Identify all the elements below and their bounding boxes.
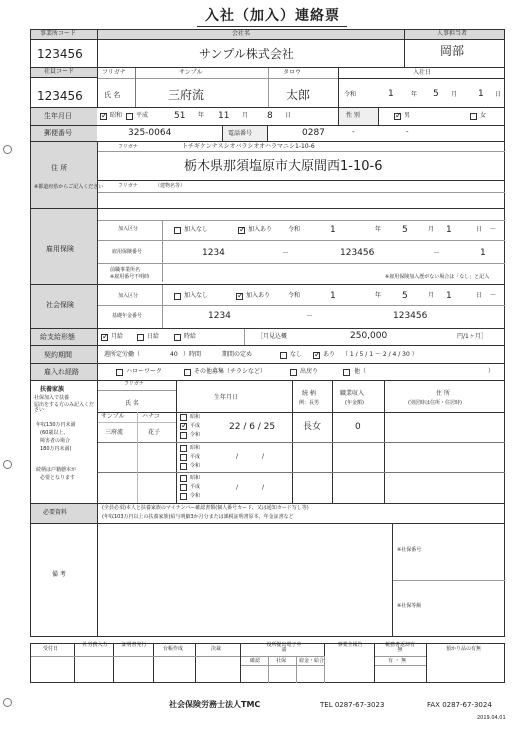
dep2-showa-checkbox[interactable] <box>180 445 187 452</box>
dep-birth-label: 生年月日 <box>214 394 239 401</box>
pension-num2[interactable]: 123456 <box>393 311 428 321</box>
slash: / <box>262 453 265 460</box>
dependents-note: 180万円未満) <box>40 446 72 452</box>
building-label: （建物名等） <box>155 183 186 189</box>
furigana-last[interactable]: サンプル <box>179 69 203 76</box>
manager-label: 人事担当者 <box>437 30 468 37</box>
ei-number-label: 雇用保険番号 <box>112 249 143 255</box>
salary-type-label: 給支給形態 <box>40 333 75 341</box>
dependents-note: 続柄は戸籍謄本が <box>36 467 77 473</box>
era-heisei: 平成 <box>190 484 201 490</box>
day-unit: 日 <box>495 91 502 98</box>
binder-hole <box>3 460 12 469</box>
dep3-showa-checkbox[interactable] <box>180 475 187 482</box>
binder-hole <box>3 698 12 707</box>
birth-month[interactable]: 11 <box>218 111 230 121</box>
dep-address-sub: (別居時は住所・住居時) <box>408 400 462 406</box>
custody-label: 預かり品の有無 <box>446 646 482 652</box>
era-heisei: 平成 <box>190 454 201 460</box>
company-footer: 社会保険労務士法人TMC <box>169 700 261 709</box>
prev-office-note: ※雇用番号不明時 <box>110 274 150 280</box>
company-name[interactable]: サンプル株式会社 <box>199 47 294 61</box>
returnee: 出戻り <box>300 368 319 375</box>
hours-prefix: 週所定労働（ <box>104 351 141 358</box>
remarks-label: 備 考 <box>52 571 66 578</box>
tilde: ～ <box>490 292 497 299</box>
social-grade-label: ※社保等級 <box>397 603 422 609</box>
postal-label: 郵便番号 <box>44 129 72 137</box>
monthly-label: 月給 <box>111 333 124 340</box>
tilde: ～ <box>490 226 497 233</box>
binder-hole <box>3 145 12 154</box>
dep-income-sub: (年金額) <box>345 400 364 406</box>
year-unit: 年 <box>411 91 418 98</box>
month-unit: 月 <box>428 226 435 233</box>
other-recruit: その他募集（チラシなど） <box>194 368 267 375</box>
si-year[interactable]: 1 <box>330 291 336 301</box>
dep1-birth[interactable]: 22 / 6 / 25 <box>229 422 276 432</box>
dep1-heisei-checkbox[interactable] <box>180 423 187 430</box>
dependents-note: 社保加入で扶養 <box>34 395 70 401</box>
male-checkbox[interactable] <box>394 113 401 120</box>
era-reiwa: 令和 <box>190 463 201 469</box>
era-heisei: 平成 <box>136 112 149 119</box>
si-month[interactable]: 5 <box>402 291 408 301</box>
join-date-label: 入社日 <box>413 69 432 76</box>
gender-label: 性 別 <box>346 112 360 119</box>
required-line1: (全員必須)本人と扶養家族のマイナンバー確認書類(個人番号カード、又は通知カード写し等) <box>102 505 309 511</box>
other-recruit-checkbox[interactable] <box>184 369 191 376</box>
dep1-furigana-first[interactable]: ハナコ <box>142 413 160 420</box>
dep3-reiwa-checkbox[interactable] <box>180 493 187 500</box>
hellowork-checkbox[interactable] <box>116 369 123 376</box>
address-furigana[interactable]: トチギケンナスシオバラシオオハラマニシ1-10-6 <box>182 143 315 150</box>
dep1-first-name[interactable]: 花子 <box>148 429 161 436</box>
dep-address-label: 住 所 <box>436 390 450 397</box>
employment-label: 雇金・給合 <box>299 658 325 664</box>
office-submit-label: 役所提出電子申請 <box>266 642 302 653</box>
join-year[interactable]: 1 <box>388 89 394 99</box>
received-label: 受付日 <box>43 646 59 652</box>
period-yes: あり <box>323 351 336 358</box>
fax-footer: FAX 0287-67-3024 <box>427 701 492 709</box>
phone-area[interactable]: 0287 <box>302 128 325 138</box>
estimate-label: ［月見込概 <box>257 333 288 340</box>
day-unit: 日 <box>476 226 483 233</box>
pension-num1[interactable]: 1234 <box>208 311 231 321</box>
other-route-checkbox[interactable] <box>343 369 350 376</box>
dep-relation-sub: 例：長男 <box>299 400 320 406</box>
dep1-reiwa-checkbox[interactable] <box>180 432 187 439</box>
year-unit: 年 <box>198 112 205 119</box>
ei-num2[interactable]: 123456 <box>340 248 375 258</box>
si-yes-checkbox[interactable] <box>236 293 243 300</box>
social-label: 社保 <box>276 658 287 664</box>
era-reiwa: 令和 <box>190 493 201 499</box>
dash: － <box>433 249 440 257</box>
era-showa: 昭和 <box>190 445 201 451</box>
dep2-reiwa-checkbox[interactable] <box>180 463 187 470</box>
dash: － <box>306 312 313 320</box>
ei-yes: 加入あり <box>248 226 273 233</box>
phone-sep: - <box>406 128 409 136</box>
address-furigana-label: フリガナ <box>118 144 138 150</box>
era-reiwa: 令和 <box>190 432 201 438</box>
salary-amount[interactable]: 250,000 <box>350 331 388 341</box>
manager-name[interactable]: 岡部 <box>440 44 465 58</box>
other-route: 他（ <box>354 368 367 375</box>
furigana-label: フリガナ <box>102 69 126 76</box>
weekly-hours[interactable]: 40 <box>170 351 178 358</box>
ei-yes-checkbox[interactable] <box>238 227 245 234</box>
required-line2: (年収103万円以上の扶養家族)給与明細3か月分または課税証明書原本、年金証書など <box>102 514 294 520</box>
employee-code[interactable]: 123456 <box>37 89 83 103</box>
dep1-showa-checkbox[interactable] <box>180 414 187 421</box>
contract-range[interactable]: （ 1 / 5 / 1 ～ 2 / 4 / 30 ） <box>342 351 418 358</box>
dep-relation-label: 続 柄 <box>302 390 316 397</box>
required-docs-label: 必要資料 <box>43 509 68 516</box>
last-name[interactable]: 三府流 <box>168 88 205 102</box>
ei-day[interactable]: 1 <box>446 225 452 235</box>
slash: / <box>236 453 239 460</box>
paren-close: ） <box>488 368 495 375</box>
ei-none-checkbox[interactable] <box>174 227 181 234</box>
ei-history-note: ※雇用保険加入歴がない場合は「なし」と記入 <box>385 274 490 280</box>
dependents-note: (60歳以上、 <box>40 430 69 436</box>
office-code-label: 事業所コード <box>40 30 77 37</box>
join-day[interactable]: 1 <box>478 89 484 99</box>
female-label: 女 <box>480 112 487 119</box>
version: 2019.04.01 <box>477 715 506 721</box>
hours-suffix: ）時間 <box>183 351 202 358</box>
ei-month[interactable]: 5 <box>402 225 408 235</box>
furigana-first[interactable]: タロウ <box>283 69 302 76</box>
dep-income-label: 職業収入 <box>340 390 365 397</box>
dep2-heisei-checkbox[interactable] <box>180 454 187 461</box>
tel-footer: TEL 0287-67-3023 <box>320 701 385 709</box>
dependents-label: 扶養家族 <box>40 386 65 393</box>
era-showa: 昭和 <box>190 414 201 420</box>
day-unit: 日 <box>476 292 483 299</box>
cert-issue-label: 証明書発行 <box>121 642 147 648</box>
period-label: 期間の定め <box>222 351 253 358</box>
phone-sep: - <box>352 128 355 136</box>
ei-num1[interactable]: 1234 <box>202 248 225 258</box>
era-heisei: 平成 <box>190 423 201 429</box>
hourly-label: 時給 <box>184 333 197 340</box>
hourly-checkbox[interactable] <box>174 334 181 341</box>
social-insurance-label: 社会保険 <box>46 301 74 309</box>
name-label: 氏 名 <box>104 91 121 99</box>
dep1-furigana-last[interactable]: サンプル <box>101 413 125 420</box>
day-unit: 日 <box>285 112 292 119</box>
docs-return-label: 税務書返却有無 <box>385 642 416 653</box>
si-none-checkbox[interactable] <box>174 293 181 300</box>
ei-enroll-label: 加入区分 <box>118 226 139 232</box>
birth-year[interactable]: 51 <box>174 111 186 121</box>
dependents-note: 障害者の場合 <box>40 438 71 444</box>
route-label: 雇入れ経路 <box>44 368 79 376</box>
phone-label: 電話番号 <box>228 130 253 137</box>
birth-label: 生年月日 <box>44 112 72 120</box>
period-none-checkbox[interactable] <box>280 352 287 359</box>
company-name-label: 会社名 <box>232 30 251 37</box>
era-showa: 昭和 <box>110 112 123 119</box>
contract-label: 契約期間 <box>44 351 72 359</box>
hellowork: ハローワーク <box>126 368 163 375</box>
ei-year[interactable]: 1 <box>330 225 336 235</box>
join-month[interactable]: 5 <box>433 89 439 99</box>
slash: / <box>262 484 265 491</box>
dash: － <box>282 249 289 257</box>
first-name[interactable]: 太郎 <box>286 88 311 102</box>
ei-none: 加入なし <box>184 226 209 233</box>
employment-insurance-label: 雇用保険 <box>46 245 74 253</box>
monthly-checkbox[interactable] <box>101 334 108 341</box>
period-yes-checkbox[interactable] <box>313 352 320 359</box>
office-code[interactable]: 123456 <box>37 47 83 61</box>
ledger-label: 台帳作成 <box>163 646 184 652</box>
employee-code-label: 社員コード <box>44 68 75 75</box>
address-furigana-label2: フリガナ <box>118 183 138 189</box>
si-day[interactable]: 1 <box>446 291 452 301</box>
postal-code[interactable]: 325-0064 <box>128 128 172 138</box>
yes-no: 有 ・ 無 <box>388 658 407 664</box>
form-title: 入社（加入）連絡票 <box>205 8 340 24</box>
month-unit: 月 <box>428 292 435 299</box>
ei-era: 令和 <box>288 226 301 233</box>
salary-unit: 円/1ヶ月］ <box>457 333 487 340</box>
address-value[interactable]: 栃木県那須塩原市大原間西1-10-6 <box>184 159 383 174</box>
si-yes: 加入あり <box>246 292 271 299</box>
dep-furigana-label: フリガナ <box>124 381 144 387</box>
dependents-note: 必要となります <box>40 475 76 481</box>
join-era: 令和 <box>344 91 357 98</box>
si-enroll-label: 加入区分 <box>118 293 139 299</box>
address-label: 住 所 <box>51 164 68 172</box>
si-none: 加入なし <box>184 292 209 299</box>
dep3-heisei-checkbox[interactable] <box>180 484 187 491</box>
address-note: ※都道府県からご記入ください <box>34 184 104 190</box>
month-unit: 月 <box>451 91 458 98</box>
birth-day[interactable]: 8 <box>267 111 273 121</box>
confirm-label: 確認 <box>250 658 261 664</box>
social-number-label: ※社保番号 <box>397 547 422 553</box>
year-unit: 年 <box>375 226 382 233</box>
dep-name-label: 氏 名 <box>125 400 139 407</box>
prev-office-label: 前職事業所名 <box>110 267 141 273</box>
dependents-note: 年収130万円未満 <box>36 422 76 428</box>
returnee-checkbox[interactable] <box>290 369 297 376</box>
daily-checkbox[interactable] <box>137 334 144 341</box>
labor-entry-label: 社労務入力 <box>82 642 108 648</box>
period-none: なし <box>290 351 303 358</box>
female-checkbox[interactable] <box>470 113 477 120</box>
dep1-relation[interactable]: 長女 <box>303 422 322 432</box>
dep1-last-name[interactable]: 三府流 <box>105 429 124 436</box>
showa-checkbox[interactable] <box>100 113 107 120</box>
pension-label: 基礎年金番号 <box>112 313 143 319</box>
heisei-checkbox[interactable] <box>126 113 133 120</box>
approval-label: 決裁 <box>211 646 222 652</box>
si-era: 令和 <box>288 292 301 299</box>
era-showa: 昭和 <box>190 475 201 481</box>
year-unit: 年 <box>375 292 382 299</box>
ei-num3[interactable]: 1 <box>480 248 486 258</box>
male-label: 男 <box>404 112 411 119</box>
employer-report-label: 事業主報告 <box>337 642 363 648</box>
month-unit: 月 <box>242 112 249 119</box>
dependents-note: 届出をする方のみ記入ください <box>34 402 95 413</box>
daily-label: 日給 <box>147 333 160 340</box>
slash: / <box>236 484 239 491</box>
dep1-income[interactable]: 0 <box>355 422 361 432</box>
